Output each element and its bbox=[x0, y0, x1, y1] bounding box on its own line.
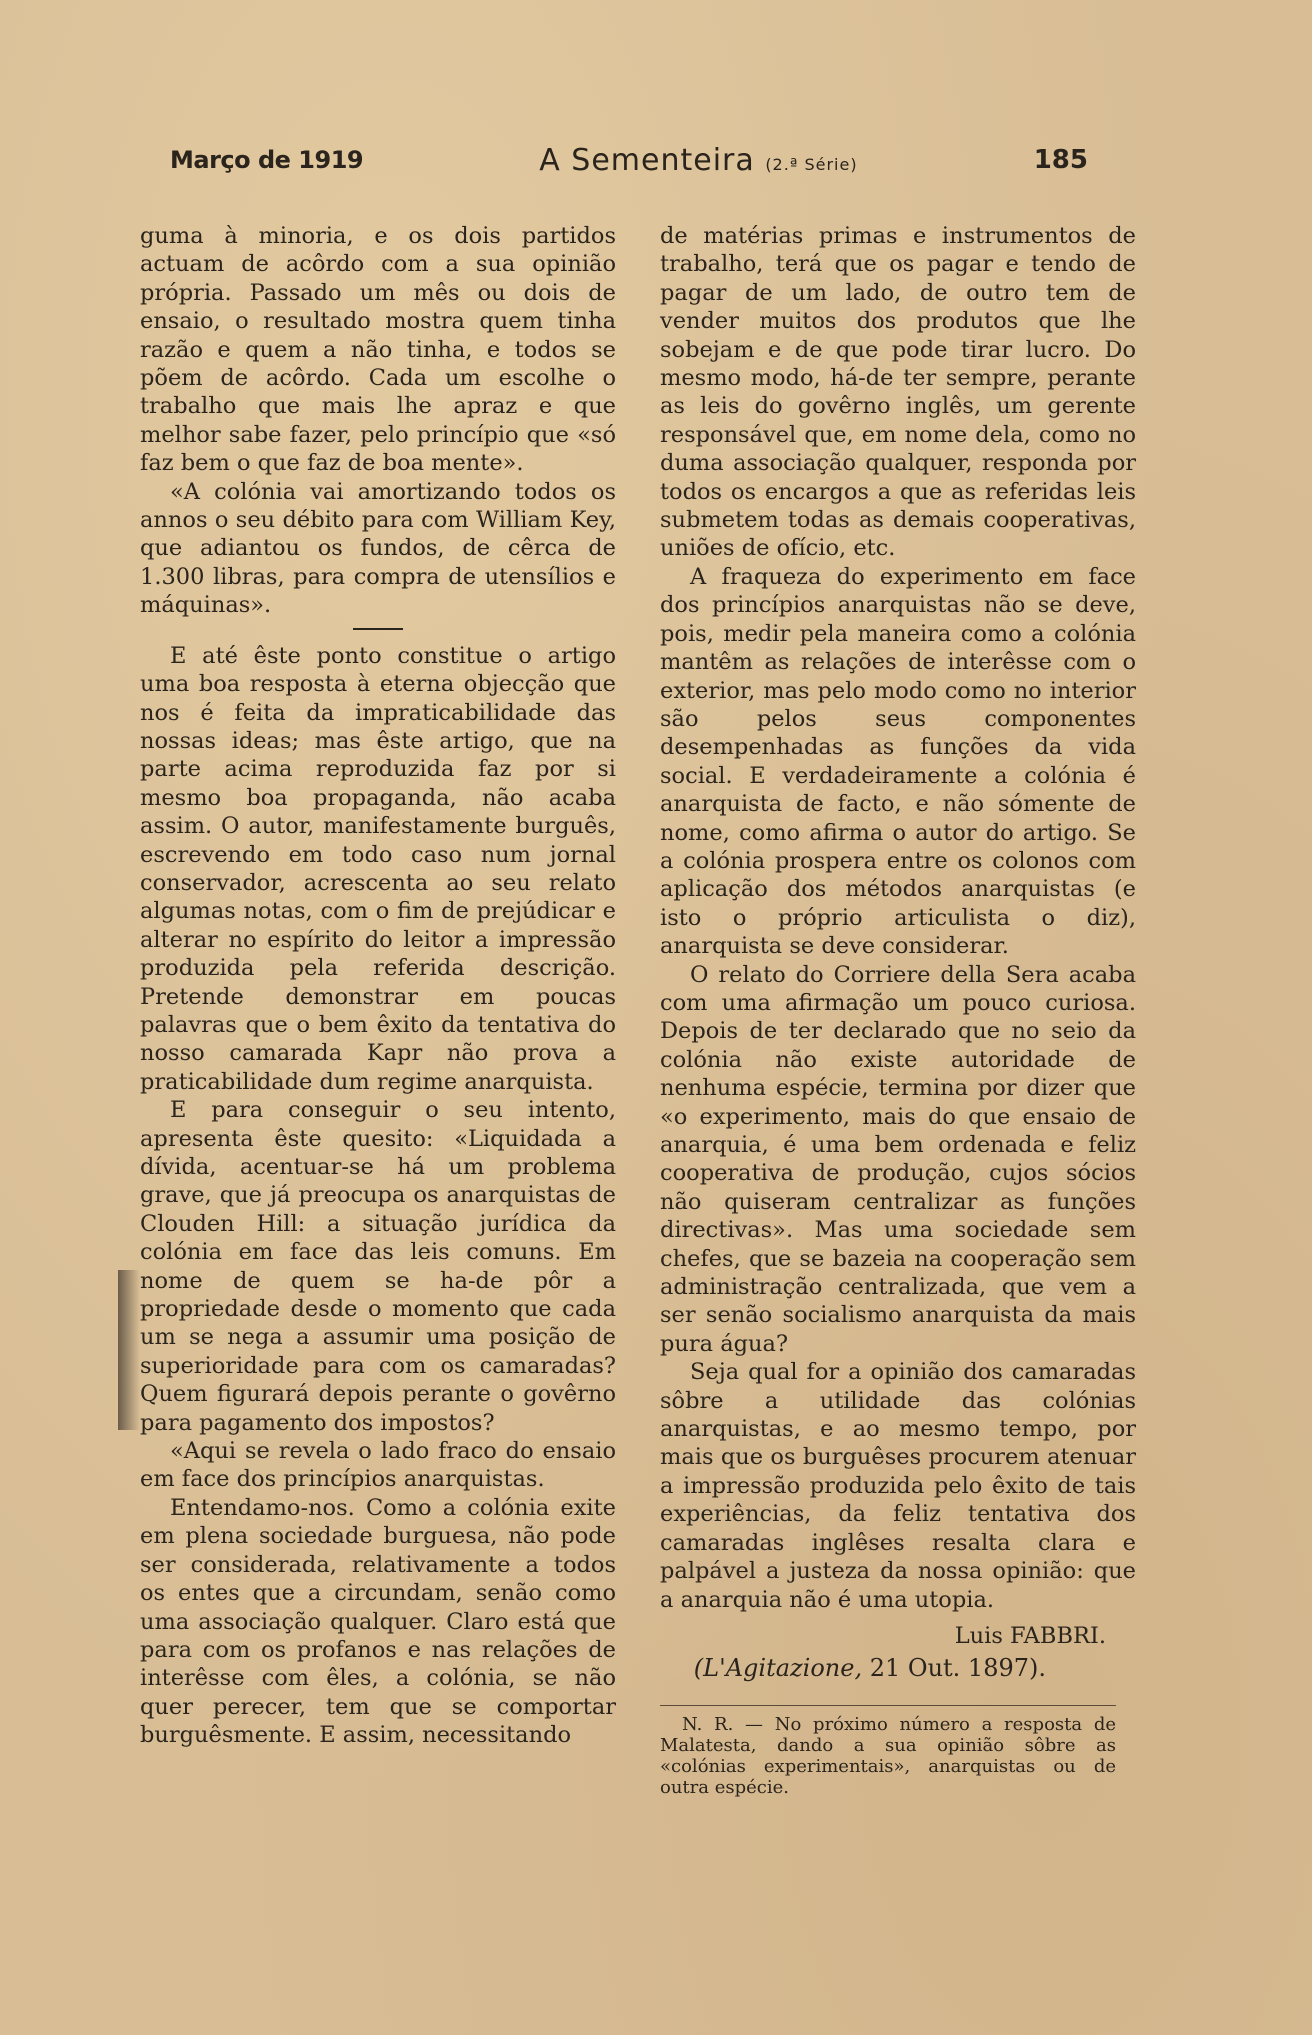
right-paragraph: de matérias primas e instrumentos de trabalho, terá que os pagar e tendo de pagar de um lado, de outro tem de vender muitos dos produtos que lhe sobejam e de que pode tirar lucro. Do mesmo modo, há-de ter sempre, perante as leis do govêrno inglês, um gerente responsável que, em nome dela, como no duma associação qualquer, responda por todos os encargos a que as referidas leis submetem todas as demais cooperativas, uniões de ofício, etc. bbox=[660, 223, 1136, 562]
left-paragraph: E para conseguir o seu intento, apresenta êste quesito: «Liquidada a dívida, acentuar-se há um problema grave, que já preocupa os anarquistas de Clouden Hill: a situação jurídica da colónia em face das leis comuns. Em nome de quem se ha-de pôr a propriedade desde o momento que cada um se nega a assumir uma posição de superioridade para com os camaradas? Quem figurará depois perante o govêrno para pagamento dos impostos? bbox=[140, 1097, 616, 1436]
page-header bbox=[170, 140, 1088, 180]
note-divider bbox=[660, 1705, 1116, 1706]
left-paragraph: «A colónia vai amortizando todos os annos o seu débito para com William Key, que adiantou os fundos, de cêrca de 1.300 libras, para compra de utensílios e máquinas». bbox=[140, 478, 616, 619]
right-paragraph: O relato do Corriere della Sera acaba com uma afirmação um pouco curiosa. Depois de ter declarado que no seio da colónia não existe autoridade de nenhuma espécie, termina por dizer que «o experimento, mais do que ensaio de anarquia, é uma bem ordenada e feliz cooperativa de produção, cujos sócios não quiseram centralizar as funções directivas». Mas uma sociedade sem chefes, que se bazeia na cooperação sem administração centralizada, que vem a ser senão socialismo anarquista da mais pura água? bbox=[660, 961, 1136, 1357]
right-paragraph: Seja qual for a opinião dos camaradas sôbre a utilidade das colónias anarquistas, e ao mesmo tempo, por mais que os burguêses procurem atenuar a impressão produzida pelo êxito de tais experiências, da feliz tentativa dos camaradas inglêses resalta clara e palpável a justeza da nossa opinião: que a anarquia não é uma utopia. bbox=[660, 1359, 1136, 1613]
left-column bbox=[140, 222, 616, 1750]
source-citation bbox=[660, 1654, 1046, 1682]
source-date: 21 Out. 1897). bbox=[869, 1654, 1046, 1683]
left-paragraph: E até êste ponto constitue o artigo uma boa resposta à eterna objecção que nos é feita da impraticabilidade das nossas ideas; mas êste artigo, que na parte acima reproduzida faz por si mesmo boa propaganda, não acaba assim. O autor, manifestamente burguês, escrevendo em todo caso num jornal conservador, acrescenta ao seu relato algumas notas, com o fim de prejúdicar e alterar no espírito do leitor a impressão produzida pela referida descrição. Pretende demonstrar em poucas palavras que o bem êxito da tentativa do nosso camarada Kapr não prova a praticabilidade dum regime anarquista. bbox=[140, 642, 616, 1095]
right-column bbox=[660, 222, 1136, 1798]
header-title bbox=[539, 143, 857, 178]
editorial-note: N. R. — No próximo número a resposta de Malatesta, dando a sua opinião sôbre as «colónias experimentais», anarquistas ou de outra espécie. bbox=[660, 1713, 1116, 1798]
author-signature: Luis FABBRI. bbox=[954, 1622, 1106, 1649]
header-series: (2.ª Série) bbox=[765, 154, 858, 174]
header-title-text: A Sementeira bbox=[539, 142, 755, 178]
left-paragraph: Entendamo-nos. Como a colónia exite em plena sociedade burguesa, não pode ser considerada, relativamente a todos os entes que a circundam, senão como uma associação qualquer. Claro está que para com os profanos e nas relações de interêsse com êles, a colónia, se não quer perecer, tem que se comportar burguêsmente. E assim, necessitando bbox=[140, 1494, 616, 1749]
binding-stain bbox=[118, 1270, 140, 1430]
page-number: 185 bbox=[1033, 145, 1088, 175]
right-paragraph: A fraqueza do experimento em face dos princípios anarquistas não se deve, pois, medir pela maneira como a colónia mantêm as relações de interêsse com o exterior, mas pelo modo como no interior são pelos seus componentes desempenhadas as funções da vida social. E verdadeiramente a colónia é anarquista de facto, e não sómente de nome, como afirma o autor do artigo. Se a colónia prospera entre os colonos com aplicação dos métodos anarquistas (e isto o próprio articulista o diz), anarquista se deve considerar. bbox=[660, 563, 1136, 960]
left-paragraph: «Aqui se revela o lado fraco do ensaio em face dos princípios anarquistas. bbox=[140, 1438, 616, 1493]
left-paragraph: guma à minoria, e os dois partidos actuam de acôrdo com a sua opinião própria. Passado um mês ou dois de ensaio, o resultado mostra quem tinha razão e quem a não tinha, e todos se põem de acôrdo. Cada um escolhe o trabalho que mais lhe apraz e que melhor sabe fazer, pelo princípio que «só faz bem o que faz de boa mente». bbox=[140, 223, 616, 477]
header-date: Março de 1919 bbox=[170, 146, 364, 174]
source-publication: (L'Agitazione, bbox=[693, 1654, 863, 1683]
section-rule bbox=[353, 628, 403, 630]
